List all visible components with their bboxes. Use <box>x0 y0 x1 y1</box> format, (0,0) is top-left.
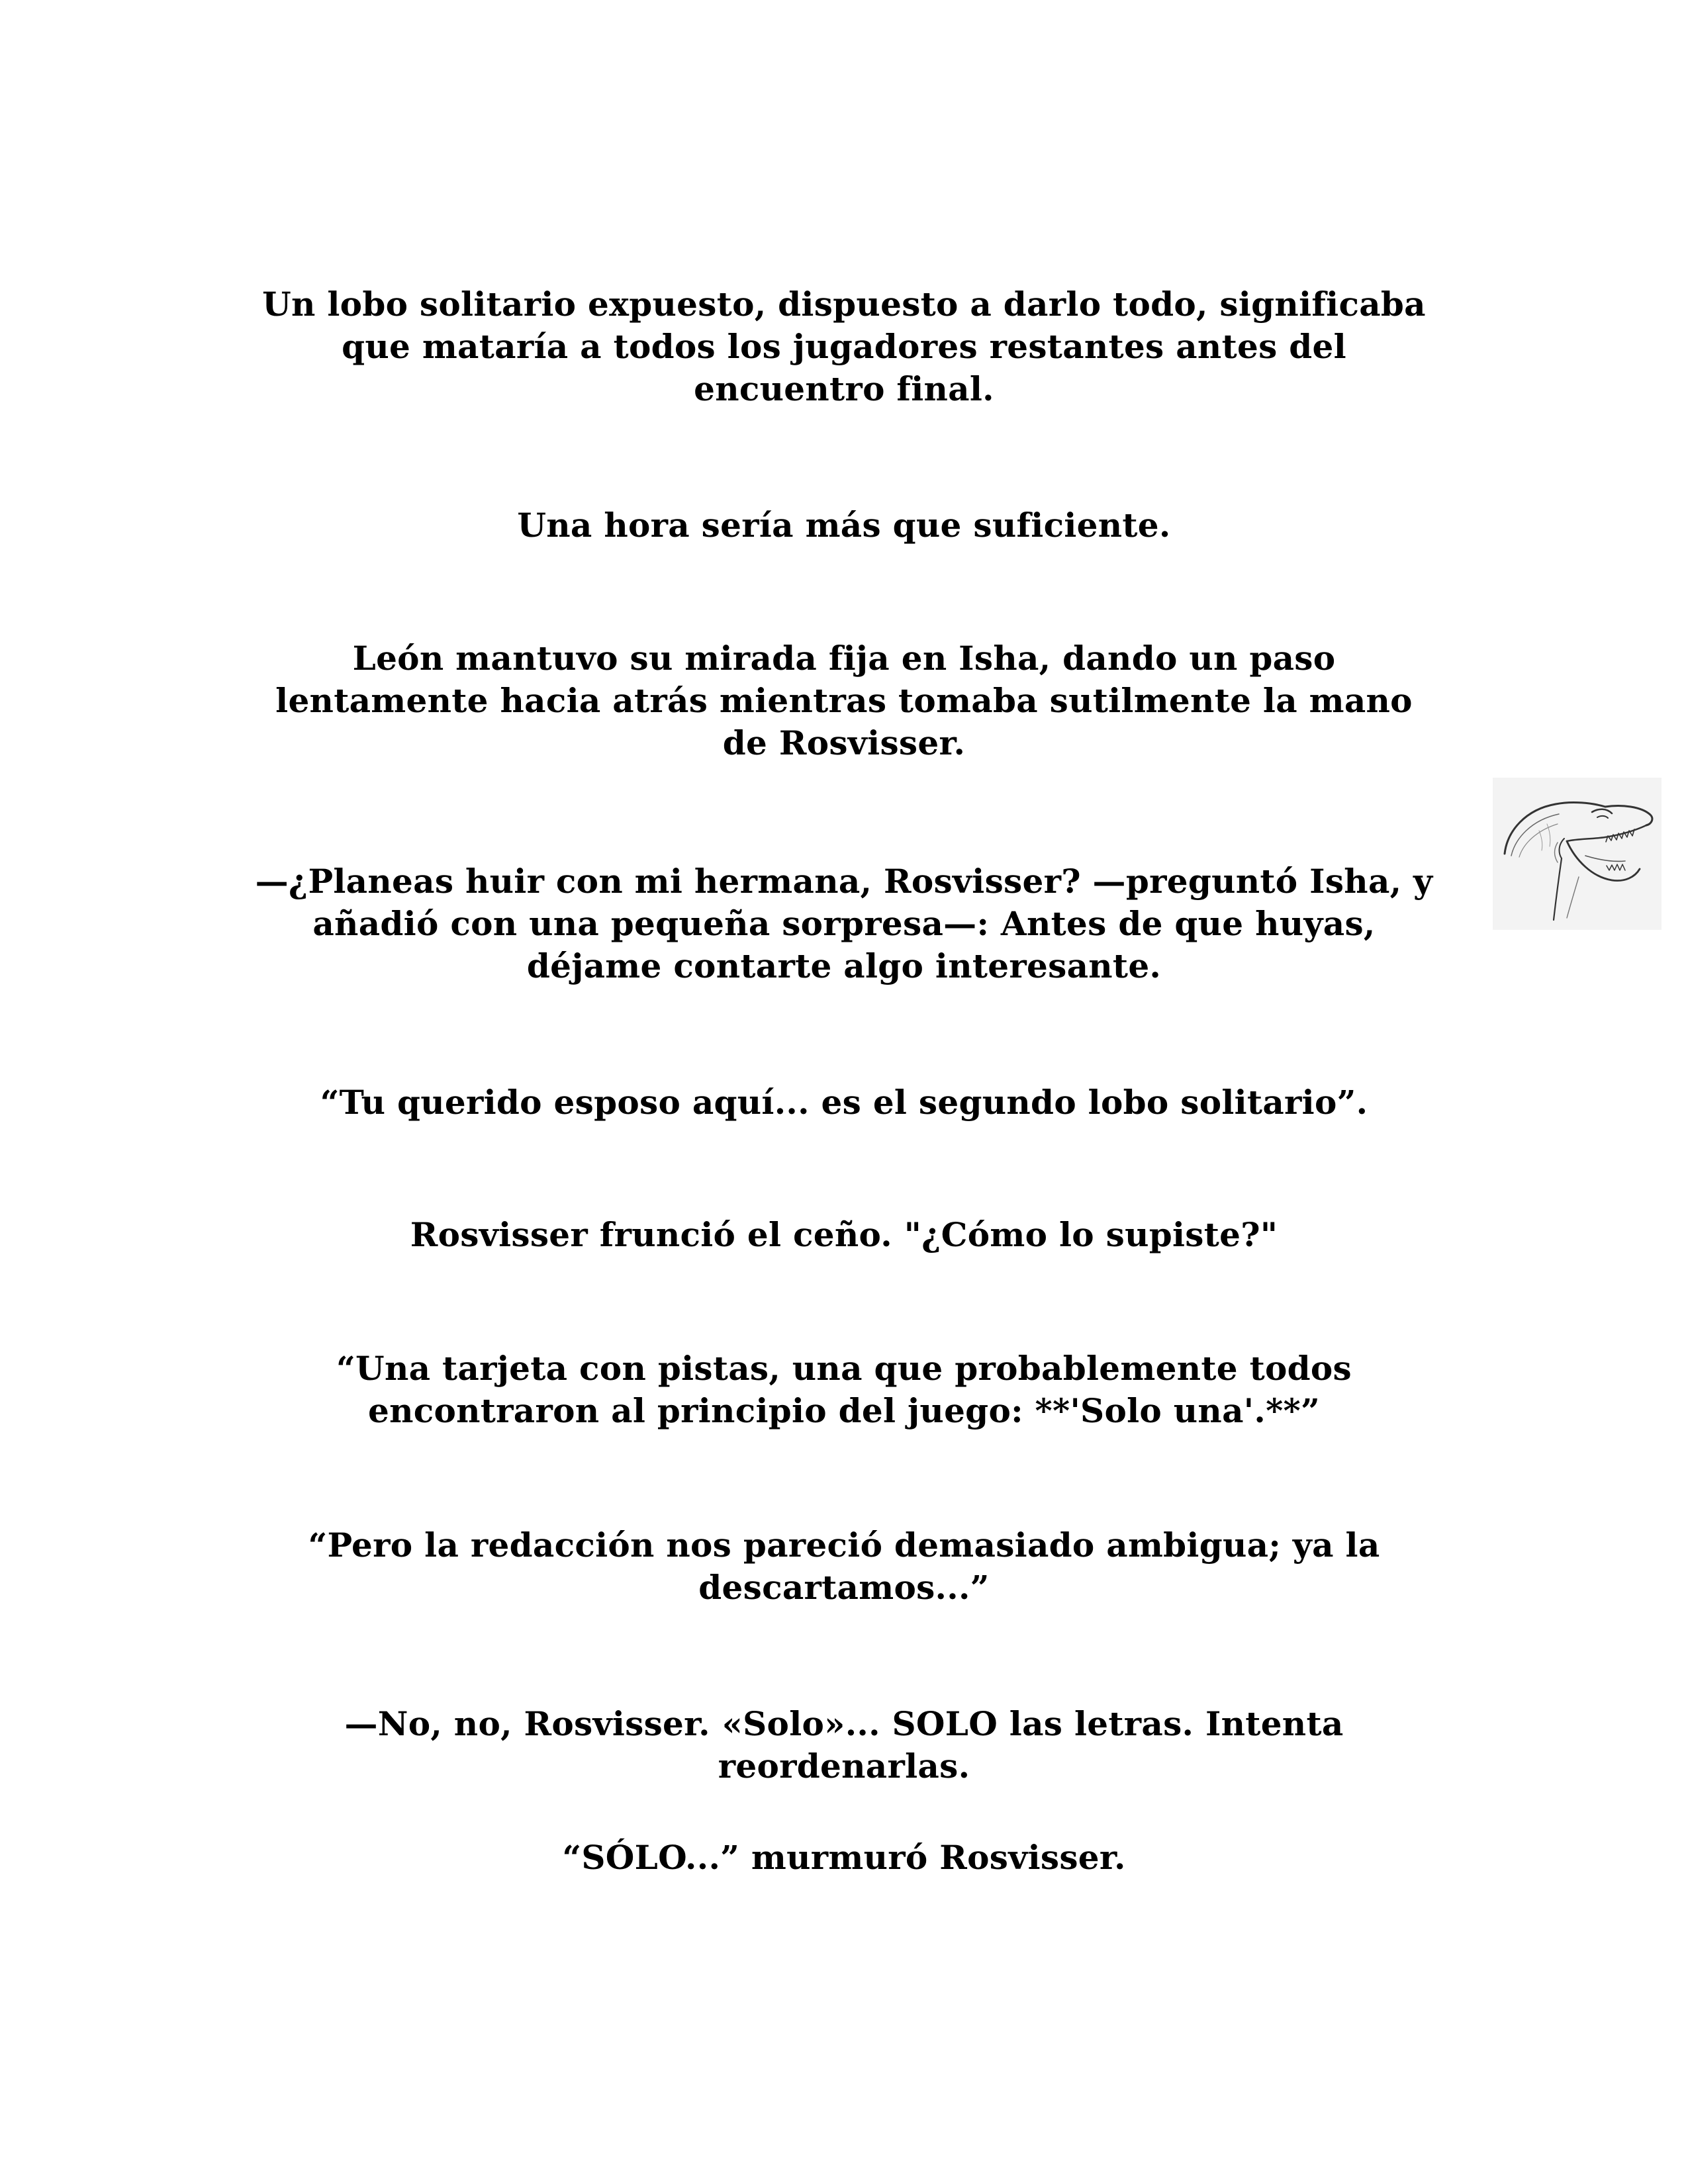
paragraph-line: de Rosvisser. <box>722 723 966 762</box>
paragraph-7 <box>225 1347 1463 1432</box>
paragraph-8 <box>225 1524 1463 1609</box>
paragraph-line: reordenarlas. <box>718 1747 970 1786</box>
paragraph-10 <box>225 1837 1463 1879</box>
paragraph-line: León mantuvo su mirada fija en Isha, dando un paso <box>352 639 1336 678</box>
paragraph-line: añadió con una pequeña sorpresa—: Antes de que huyas, <box>312 904 1376 943</box>
paragraph-line: —¿Planeas huir con mi hermana, Rosvisser? —preguntó Isha, y <box>255 862 1433 901</box>
paragraph-9 <box>225 1703 1463 1788</box>
paragraph-line: encuentro final. <box>694 369 994 408</box>
paragraph-2 <box>225 504 1463 547</box>
paragraph-line: encontraron al principio del juego: **'Solo una'.**” <box>367 1391 1321 1430</box>
paragraph-line: lentamente hacia atrás mientras tomaba sutilmente la mano <box>275 681 1413 720</box>
paragraph-line: “Una tarjeta con pistas, una que probablemente todos <box>336 1349 1352 1388</box>
paragraph-line: “Tu querido esposo aquí... es el segundo lobo solitario”. <box>320 1083 1368 1122</box>
paragraph-line: Una hora sería más que suficiente. <box>517 506 1171 545</box>
paragraph-line: déjame contarte algo interesante. <box>526 946 1162 985</box>
paragraph-line: que mataría a todos los jugadores restantes antes del <box>342 327 1346 366</box>
paragraph-3 <box>225 637 1463 764</box>
paragraph-6 <box>225 1214 1463 1256</box>
paragraph-line: “Pero la redacción nos pareció demasiado ambigua; ya la <box>308 1525 1380 1565</box>
paragraph-line: Un lobo solitario expuesto, dispuesto a darlo todo, significaba <box>262 285 1426 324</box>
paragraph-line: descartamos...” <box>698 1568 990 1607</box>
dinosaur-head-sketch-icon <box>1493 778 1662 930</box>
paragraph-line: —No, no, Rosvisser. «Solo»... SOLO las letras. Intenta <box>344 1704 1344 1743</box>
paragraph-4 <box>225 860 1463 987</box>
paragraph-line: “SÓLO...” murmuró Rosvisser. <box>562 1838 1126 1877</box>
paragraph-5 <box>225 1081 1463 1124</box>
paragraph-line: Rosvisser frunció el ceño. "¿Cómo lo supiste?" <box>410 1215 1278 1254</box>
paragraph-1 <box>225 283 1463 410</box>
